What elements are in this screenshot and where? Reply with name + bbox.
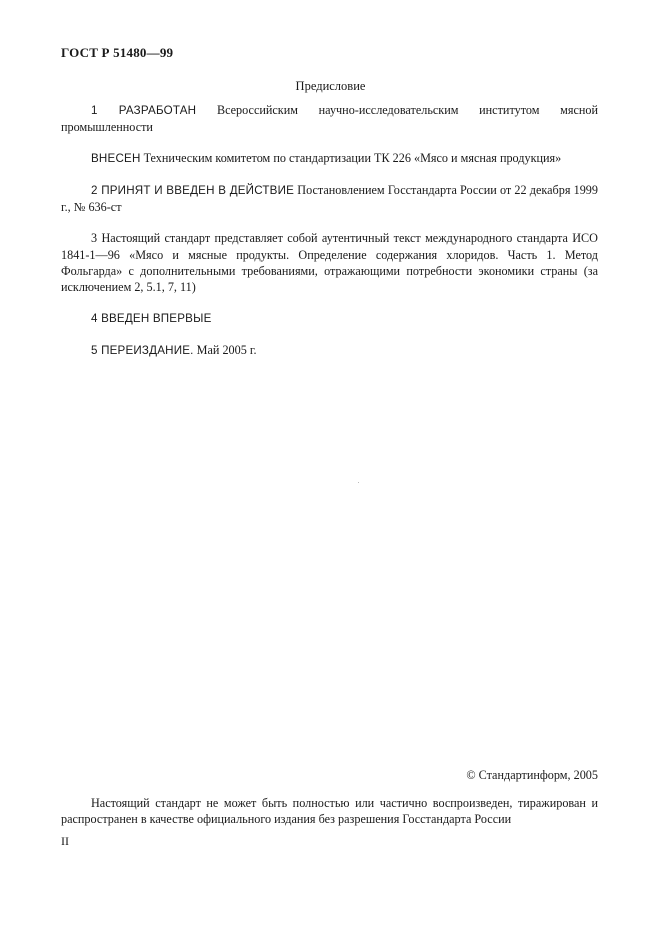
preface-item-lead: 1 РАЗРАБОТАН xyxy=(91,104,197,117)
scan-speck xyxy=(358,482,359,483)
preface-item-adopted xyxy=(61,182,598,215)
preface-item-lead: ВНЕСЕН xyxy=(91,152,141,165)
preface-item-first-introduced xyxy=(61,310,598,327)
copyright-line: © Стандартинформ, 2005 xyxy=(466,768,598,782)
reproduction-notice: Настоящий стандарт не может быть полностью или частично воспроизведен, тиражирован и распространен в качестве официального издания без разрешения Госстандарта России xyxy=(61,796,598,826)
preface-item-text: Постановлением Госстандарта России от 22 декабря 1999 г., № 636-ст xyxy=(61,183,598,214)
preface-item-text: Май 2005 г. xyxy=(193,343,257,357)
preface-item-authentic-text xyxy=(61,230,598,295)
document-code-header: ГОСТ Р 51480—99 xyxy=(61,45,174,60)
preface-item-lead: 2 ПРИНЯТ И ВВЕДЕН В ДЕЙСТВИЕ xyxy=(91,184,295,197)
preface-item-text: Всероссийским научно-исследовательским институтом мясной промышленности xyxy=(61,103,598,134)
preface-item-lead: 5 ПЕРЕИЗДАНИЕ. xyxy=(91,344,194,357)
preface-item-developed xyxy=(61,102,598,135)
preface-item-lead: 4 ВВЕДЕН ВПЕРВЫЕ xyxy=(91,312,212,325)
preface-item-reissue xyxy=(61,342,598,359)
preface-title: Предисловие xyxy=(295,79,366,93)
preface-body xyxy=(61,102,598,374)
preface-item-introduced xyxy=(61,150,598,167)
preface-item-text: Техническим комитетом по стандартизации ТК 226 «Мясо и мясная продукция» xyxy=(140,151,562,165)
page-number: II xyxy=(61,834,69,848)
preface-item-text: 3 Настоящий стандарт представляет собой аутентичный текст международного стандарта ИСО 1841-1—96 «Мясо и мясные продукты. Определение содержания хлоридов. Часть 1. Метод Фольгарда» с дополнительными требованиями, отражающими потребности экономики страны (за исключением 2, 5.1, 7, 11) xyxy=(61,231,598,294)
